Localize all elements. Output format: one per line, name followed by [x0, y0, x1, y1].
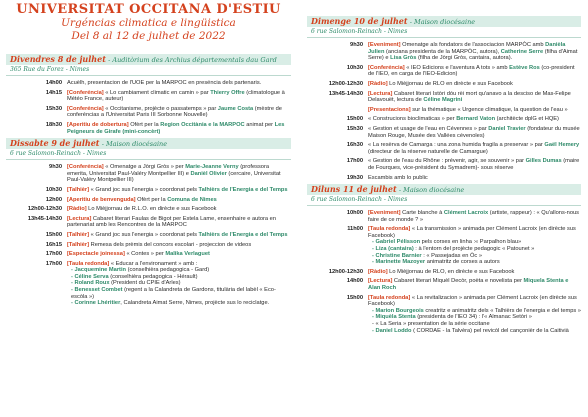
program-item: [6, 216, 291, 229]
description-text: « La revitalizacion » animada per Clément Lacroix (en dirècte sus Facebook): [368, 294, 577, 308]
item-text: [67, 261, 291, 307]
program-item: [307, 226, 581, 266]
description-text: « La resèrva de Camarga : una zona humida fragila a preservar » par: [368, 142, 545, 149]
item-text: [368, 269, 581, 276]
participant-line: [368, 246, 581, 253]
event-type-label: [Conferéncia]: [368, 64, 405, 71]
day-header: [307, 16, 581, 27]
item-text: [67, 187, 291, 194]
highlighted-name: Céline Magrini: [423, 97, 463, 104]
highlighted-name: Daniel Travier: [488, 125, 526, 132]
description-text: (regent a la Calandreta de Gardons, titulària del labèl « Eco-escòla »): [71, 287, 276, 300]
item-text: [368, 65, 581, 78]
program-item: [307, 142, 581, 155]
highlighted-name: Estève Ros: [509, 64, 540, 71]
description-text: « Educar a l'environament » amb :: [109, 260, 198, 267]
day-section: [6, 54, 291, 135]
description-text: Lo Mièjjornau de RLO en dirècte e sus Facebook: [387, 80, 513, 87]
description-text: (artiste, rappeur) : « Qu'allons-nous faire de ce monde ? »: [368, 210, 580, 223]
highlighted-name: Catherine Serre: [500, 48, 544, 55]
event-type-label: [Ràdio]: [67, 206, 87, 213]
item-time: 9h30: [350, 42, 363, 48]
highlighted-name: Region Occitània e la MARPOC: [160, 121, 245, 128]
description-text: - « La Seria » presentation de la série occitane: [372, 321, 490, 327]
item-time: 17h00: [45, 260, 62, 267]
item-text: [67, 242, 291, 249]
event-type-label: [Aperitiu de benvenguda]: [67, 196, 136, 203]
description-text: ( CORDAE - la Talvèra) pel revicòl del cançonièr de la Caitivià: [411, 327, 569, 334]
program-item: [307, 158, 581, 171]
day-header: [6, 138, 291, 149]
participant-line: [67, 267, 291, 274]
participant-line: [368, 253, 581, 260]
participant-line: [368, 314, 581, 321]
item-time: 11h00: [347, 226, 363, 233]
event-type-label: [Aperitiu de dobertura]: [67, 121, 129, 128]
item-time: 16h15: [45, 241, 62, 248]
highlighted-name: - Gabriel Pélisson: [372, 239, 421, 246]
description-text: (co-president de l'IEO, en carga de l'IEO-Edicion): [368, 64, 575, 78]
description-text: Escambis amb lo public: [368, 174, 428, 181]
description-text: : « Passejadas en Òc »: [421, 252, 483, 259]
item-time: 17h00: [45, 251, 62, 258]
description-text: : à l'entorn del projècte pedagogic « Patounet »: [413, 246, 535, 253]
day-venue: - Maison diocésaine: [398, 186, 465, 195]
highlighted-name: - Marion Bourgeois: [372, 307, 424, 314]
item-time: 15h30: [45, 105, 62, 112]
description-text: (presidenta de l'IEO 34) : l'« Almanac Setòri »: [415, 314, 532, 321]
description-text: Acuèlh, presentacion de l'UOE per la MARPOC en preséncia dels partenaris.: [67, 80, 262, 86]
item-time: 15h00: [346, 294, 363, 301]
highlighted-name: - Corinne Lhéritier: [71, 300, 121, 307]
highlighted-name: Jaume Costa: [217, 105, 254, 112]
event-type-label: [Taula redonda]: [67, 260, 110, 267]
description-text: (anciana presidenta de la MARPÒC, autora),: [384, 48, 501, 55]
item-text: [368, 142, 581, 155]
description-text: « Lo cambiament climatic en camin » par: [103, 89, 211, 96]
description-text: Lo Mièjjornau de R.L.O. en dirècte e sus Facebook: [86, 206, 217, 213]
description-text: animatritz de corses a autors: [425, 259, 500, 266]
event-type-label: [Eveniment]: [368, 210, 401, 217]
day-address: 6 rue Salomon-Reinach - Nimes: [307, 27, 581, 38]
event-type-label: [Talhièr]: [67, 231, 90, 238]
item-time: 13h45-14h30: [27, 215, 62, 222]
day-venue: - Maison diocésaine: [101, 140, 168, 149]
highlighted-name: - Céline Serva: [71, 273, 109, 280]
page-title: UNIVERSITAT OCCITANA D'ESTIU: [16, 2, 281, 17]
day-section: [307, 16, 581, 181]
event-type-label: [Talhièr]: [67, 186, 90, 193]
item-time: 14h00: [45, 80, 62, 86]
item-text: [368, 81, 581, 88]
description-text: « Gestion et usage de l'eau en Cévennes » par: [368, 125, 489, 132]
participant-line: [67, 287, 291, 300]
program-item: [6, 122, 291, 135]
description-text: « Grand joc sus l'energia » coordonat pels: [89, 231, 199, 238]
description-text: creatritz e animatritz dels « Talhièrs de l'energia e del temps »: [423, 307, 581, 314]
day-title: Divendres 8 de julhet: [10, 54, 106, 64]
item-text: [368, 278, 581, 291]
participant-line: [368, 259, 581, 266]
description-text: , Calandreta Aimat Serre, Nimes, projècte sus lo reciclatge.: [120, 300, 270, 307]
description-text: « Omenatge a Jòrgi Gròs » per: [103, 164, 186, 171]
day-header: [6, 54, 291, 65]
highlighted-name: Lisa Gròs: [390, 55, 417, 62]
program-item: [307, 210, 581, 223]
program-item: [307, 65, 581, 78]
highlighted-name: - Daniel Loddo: [372, 327, 412, 334]
participant-line: [67, 280, 291, 287]
highlighted-name: - Christine Barnier: [372, 252, 422, 259]
description-text: « Contes » per: [124, 251, 166, 258]
right-column: [307, 0, 581, 337]
day-title: Dimenge 10 de julhet: [311, 16, 408, 26]
participant-line: [67, 300, 291, 307]
description-text: (cercaire, Universitat Paul-Valéry Montpellier III): [67, 170, 281, 184]
item-time: 12h00-12h30: [328, 268, 363, 275]
event-type-label: [Espectacle joinessa]: [67, 251, 125, 258]
event-type-label: [Conferéncia]: [67, 105, 104, 112]
description-text: (professora emerita, Universitat Paul-Valéry Montpellier III) e: [67, 164, 270, 177]
description-text: « Occitanisme, projècte o passatemps » par: [103, 105, 218, 112]
description-text: (filha de Jòrgi Gròs, cantaira, autora).: [416, 55, 513, 62]
program-item: [6, 242, 291, 249]
description-text: « Gestion de l'eau du Rhône : prévenir, agir, se souvenir » par: [368, 158, 526, 165]
event-type-label: [Ràdio]: [368, 268, 388, 275]
item-time: 13h45-14h30: [328, 90, 363, 97]
event-type-label: [Taula redonda]: [368, 226, 411, 233]
description-text: (climatologue à Météo France, auteur): [67, 89, 285, 103]
program-item: [6, 251, 291, 258]
item-text: [368, 295, 581, 335]
description-text: Cabaret literari Istòri dóu rèi mort qu'anavo a la desciso de Mas-Felipe Delavouët, lectura de: [368, 90, 571, 104]
description-text: Cabaret literari Miquèl Decòr, poèta e novelista per: [392, 278, 524, 285]
item-time: 16h30: [346, 142, 363, 149]
day-title: Dissabte 9 de julhet: [10, 138, 100, 149]
highlighted-name: - Roland Roux: [71, 280, 110, 287]
description-text: (architècte dplG et HQE): [495, 116, 559, 123]
item-text: [368, 210, 581, 223]
program-item: [307, 175, 581, 182]
day-address: 6 rue Salomon-Reinach - Nimes: [307, 195, 581, 206]
participant-line: [368, 308, 581, 315]
highlighted-name: Talhièrs de l'Energia e del Temps: [198, 186, 288, 193]
item-time: 12h00-12h30: [328, 80, 363, 87]
participant-line: [368, 328, 581, 335]
highlighted-name: Talhièrs de l'Energia e del Temps: [198, 231, 288, 238]
description-text: animat per: [244, 121, 275, 128]
highlighted-name: Comuna de Nimes: [167, 196, 217, 203]
day-section: [307, 184, 581, 334]
description-text: sur la thématique « Urgence climatique, la question de l'eau »: [410, 106, 568, 113]
item-time: [307, 107, 368, 114]
description-text: Omenatge als fondators de l'associacion MARPÒC amb: [400, 42, 546, 48]
highlighted-name: Danièl Olivier: [190, 170, 227, 177]
program-item: [307, 116, 581, 123]
item-text: [368, 126, 581, 139]
item-time: 14h15: [45, 89, 62, 96]
item-text: [67, 251, 291, 258]
item-text: [67, 197, 291, 204]
highlighted-name: - Marinette Mazoyer: [372, 259, 426, 266]
highlighted-name: Miquela Stenta e Alan Roch: [368, 278, 569, 292]
program-item: [307, 278, 581, 291]
highlighted-name: Thierry Offre: [210, 89, 245, 96]
event-type-label: [Lectura]: [67, 215, 92, 222]
description-text: « Grand joc sus l'energia » coordonat pels: [89, 186, 199, 193]
event-type-label: [Lectura]: [368, 278, 393, 285]
event-type-label: [Taula redonda]: [368, 294, 411, 301]
program-item: [6, 232, 291, 239]
program-item: [6, 187, 291, 194]
item-text: [67, 106, 291, 119]
participant-line: [368, 321, 581, 328]
program-item: [307, 42, 581, 62]
event-type-label: [Lectura]: [368, 90, 393, 97]
description-text: (President du CPIE d'Arles): [109, 280, 181, 287]
highlighted-name: Malika Verlaguet: [165, 251, 210, 258]
highlighted-name: Danièla Julien: [368, 42, 566, 55]
description-text: Ofèrt per la: [135, 196, 168, 203]
program-item: [307, 81, 581, 88]
item-time: 15h30: [346, 125, 363, 132]
item-text: [67, 164, 291, 184]
event-type-label: [Conferéncia]: [67, 89, 104, 96]
item-text: [67, 232, 291, 239]
highlighted-name: Gaël Hemery: [544, 142, 580, 149]
item-time: 15h00: [45, 231, 62, 238]
item-time: 18h30: [45, 121, 62, 128]
item-time: 10h30: [45, 186, 62, 193]
program-item: [6, 90, 291, 103]
description-text: « Construcions bioclimaticas » per: [368, 116, 457, 123]
item-text: [67, 216, 291, 229]
highlighted-name: - Miquèla Stenta: [372, 314, 416, 321]
item-time: 9h30: [49, 164, 62, 171]
item-text: [67, 80, 291, 87]
day-address: 365 Rue du Forez - Nimes: [6, 65, 291, 76]
day-header: [307, 184, 581, 195]
program-item: [6, 206, 291, 213]
day-venue: - Auditòrium des Archius départementals dau Gard: [108, 56, 277, 64]
subtitle-theme: Urgéncias climatica e lingüistica: [61, 17, 236, 29]
description-text: « La transmission » animada per Clément Lacroix (en dirècte sus Facebook): [368, 226, 576, 239]
description-text: Cabaret literari Faulas de Bigot per Estela Lame, ensenhaire e autora en partenariat amb les Rencontres de la MARPOC: [67, 215, 276, 229]
header-block: [6, 0, 291, 54]
day-section: [6, 138, 291, 307]
description-text: Lo Mièjjornau de RLO, en dirècte e sus Facebook: [387, 268, 515, 275]
program-item: [307, 295, 581, 335]
event-type-label: [Conferéncia]: [67, 164, 104, 171]
item-text: [368, 226, 581, 266]
item-time: 14h00: [346, 278, 363, 285]
description-text: (mèstre de conferéncias a l'Universitat Paris III Sorbonne Nouvelle): [67, 105, 282, 119]
description-text: pels corses en linha :« Parpalhon blau»: [420, 239, 522, 246]
event-type-label: [Eveniment]: [368, 42, 401, 48]
program-item: [6, 197, 291, 204]
description-text: (conselhièra pedagogica - Gard): [126, 267, 210, 274]
item-text: [368, 116, 581, 123]
program-item: [307, 269, 581, 276]
item-time: 12h00: [45, 196, 62, 203]
day-address: 6 rue Salomon-Reinach - Nimes: [6, 149, 291, 160]
item-text: [368, 107, 581, 114]
item-time: 10h00: [346, 210, 363, 217]
highlighted-name: Les Peigneurs de Girafe (mini-concèrt): [67, 121, 285, 135]
item-text: [67, 90, 291, 103]
program-item: [6, 80, 291, 87]
program-item: [307, 107, 581, 114]
description-text: (filha d'Aimat Serre) e: [368, 48, 578, 62]
description-text: (conselhièra pedagogica - Hérault): [108, 273, 198, 280]
highlighted-name: - Benesset Combet: [71, 287, 123, 294]
description-text: « IEO Edicions e l'aventura A tots » amb: [404, 64, 510, 71]
participant-line: [368, 239, 581, 246]
description-text: (directeur de la réserve naturelle de Camargue): [368, 148, 488, 155]
highlighted-name: - Liza (cantaira): [372, 246, 414, 253]
program-item: [6, 106, 291, 119]
item-text: [368, 91, 581, 104]
description-text: (maire de Fourques, vice-président du Symadrem)- sous réserve: [368, 158, 580, 171]
program-item: [307, 126, 581, 139]
day-venue: - Maison diocésaine: [409, 18, 476, 26]
program-item: [6, 164, 291, 184]
item-text: [67, 206, 291, 213]
program-item: [6, 261, 291, 307]
highlighted-name: Clément Lacroix: [443, 210, 489, 217]
item-text: [368, 42, 581, 62]
event-type-label: [Ràdio]: [368, 80, 388, 87]
item-time: 17h00: [346, 158, 363, 165]
item-text: [368, 175, 581, 182]
description-text: Ofèrt per la: [128, 121, 161, 128]
subtitle-dates: Del 8 al 12 de julhet de 2022: [71, 30, 226, 42]
highlighted-name: - Jacquemine Martin: [71, 267, 126, 274]
event-type-label: [Presentacions]: [368, 106, 411, 113]
day-title: Diluns 11 de julhet: [311, 184, 397, 195]
highlighted-name: Gilles Dumas: [525, 158, 562, 165]
item-time: 19h30: [346, 174, 363, 181]
item-text: [368, 158, 581, 171]
item-text: [67, 122, 291, 135]
highlighted-name: Marie-Jeanne Verny: [185, 164, 239, 171]
description-text: (fondateur du musée Maison Rouge, Musée des Vallées cévenoles): [368, 125, 580, 139]
item-time: 15h00: [346, 116, 363, 123]
description-text: Carte blanche à: [400, 210, 444, 217]
item-time: 12h00-12h30: [27, 206, 62, 213]
highlighted-name: Bernard Vaton: [456, 116, 496, 123]
item-time: 10h30: [346, 64, 363, 71]
description-text: Remesa dels prèmis del concors escolari - projeccion de videos: [89, 241, 252, 248]
program-item: [307, 91, 581, 104]
event-type-label: [Talhièr]: [67, 241, 90, 248]
participant-line: [67, 274, 291, 281]
left-column: [6, 0, 291, 310]
